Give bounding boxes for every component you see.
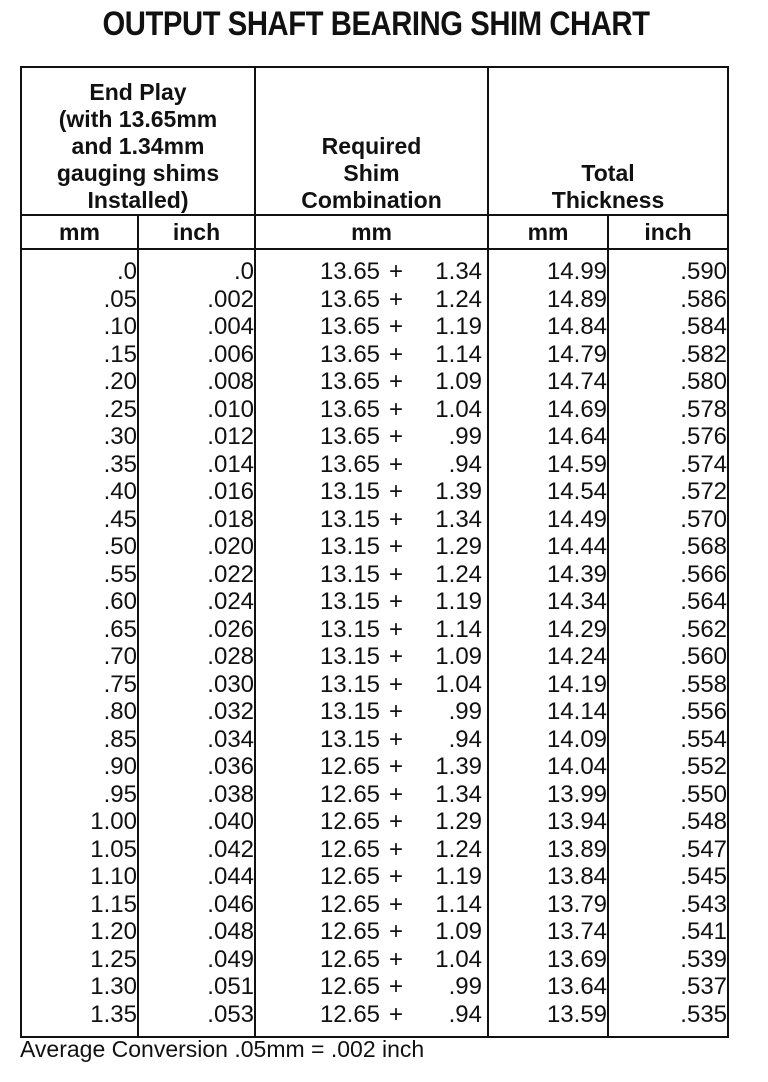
total-inch-cell: .578 (608, 396, 728, 424)
table-row (21, 423, 728, 451)
end-play-inch-cell: .042 (138, 836, 255, 864)
total-header-line: Total (581, 160, 635, 186)
table-row (21, 836, 728, 864)
total-inch-cell: .552 (608, 753, 728, 781)
shim-b-value: 1.24 (435, 560, 483, 588)
page-title: OUTPUT SHAFT BEARING SHIM CHART (102, 5, 650, 43)
total-inch-cell: .566 (608, 561, 728, 589)
shim-rows (21, 249, 728, 1037)
table-row (21, 973, 728, 1001)
total-inch-unit: inch (608, 215, 728, 249)
end-play-mm-cell: .35 (21, 451, 138, 479)
end-play-inch-cell: .048 (138, 918, 255, 946)
unit-header-row (21, 215, 728, 249)
shim-b-value: 1.09 (435, 643, 483, 671)
shim-a-value: 13.15 (319, 505, 381, 533)
end-play-header-line: gauging shims (56, 160, 220, 186)
shim-b-value: .94 (448, 450, 483, 478)
total-inch-cell: .558 (608, 671, 728, 699)
total-mm-cell: 14.44 (488, 533, 608, 561)
shim-a-value: 13.65 (319, 285, 381, 313)
shim-a-value: 12.65 (319, 835, 381, 863)
total-mm-cell: 13.74 (488, 918, 608, 946)
table-row (21, 616, 728, 644)
required-header-line: Required (321, 133, 422, 159)
shim-a-value: 13.65 (319, 450, 381, 478)
end-play-mm-cell: .75 (21, 671, 138, 699)
shim-b-value: 1.29 (435, 808, 483, 836)
shim-combination-cell (255, 698, 488, 726)
end-play-inch-cell: .038 (138, 781, 255, 809)
shim-a-value: 13.15 (319, 615, 381, 643)
shim-b-value: .94 (448, 1000, 483, 1028)
end-play-mm-cell: .90 (21, 753, 138, 781)
end-play-mm-cell: .30 (21, 423, 138, 451)
total-inch-cell: .568 (608, 533, 728, 561)
table-row (21, 1001, 728, 1038)
shim-a-value: 13.15 (319, 725, 381, 753)
shim-a-value: 13.65 (319, 340, 381, 368)
end-play-inch-cell: .044 (138, 863, 255, 891)
end-play-inch-cell: .008 (138, 368, 255, 396)
end-play-mm-cell: .05 (21, 286, 138, 314)
total-mm-cell: 13.69 (488, 946, 608, 974)
shim-a-value: 12.65 (319, 945, 381, 973)
end-play-mm-cell: .70 (21, 643, 138, 671)
shim-combination-cell (255, 396, 488, 424)
plus-sign: + (389, 643, 404, 671)
shim-b-value: 1.19 (435, 863, 483, 891)
total-thickness-header (488, 67, 728, 215)
total-inch-cell: .554 (608, 726, 728, 754)
end-play-mm-unit: mm (21, 215, 138, 249)
end-play-inch-cell: .049 (138, 946, 255, 974)
shim-a-value: 12.65 (319, 780, 381, 808)
table-row (21, 588, 728, 616)
table-row (21, 781, 728, 809)
plus-sign: + (389, 313, 404, 341)
end-play-mm-cell: 1.25 (21, 946, 138, 974)
plus-sign: + (389, 560, 404, 588)
shim-combination-cell (255, 249, 488, 286)
end-play-mm-cell: 1.15 (21, 891, 138, 919)
end-play-mm-cell: .55 (21, 561, 138, 589)
total-mm-cell: 14.49 (488, 506, 608, 534)
plus-sign: + (389, 340, 404, 368)
end-play-inch-cell: .026 (138, 616, 255, 644)
shim-combination-cell (255, 341, 488, 369)
end-play-inch-cell: .028 (138, 643, 255, 671)
end-play-mm-cell: 1.30 (21, 973, 138, 1001)
end-play-inch-cell: .040 (138, 808, 255, 836)
total-mm-cell: 14.59 (488, 451, 608, 479)
total-inch-cell: .535 (608, 1001, 728, 1038)
end-play-inch-cell: .0 (138, 249, 255, 286)
total-mm-cell: 14.14 (488, 698, 608, 726)
plus-sign: + (389, 368, 404, 396)
combination-mm-unit: mm (255, 215, 488, 249)
end-play-inch-cell: .022 (138, 561, 255, 589)
shim-b-value: 1.14 (435, 615, 483, 643)
shim-b-value: 1.04 (435, 945, 483, 973)
plus-sign: + (389, 478, 404, 506)
end-play-header (21, 67, 255, 215)
end-play-mm-cell: 1.00 (21, 808, 138, 836)
table-row (21, 698, 728, 726)
shim-combination-cell (255, 918, 488, 946)
end-play-mm-cell: .45 (21, 506, 138, 534)
total-inch-cell: .574 (608, 451, 728, 479)
shim-combination-cell (255, 781, 488, 809)
total-mm-cell: 14.39 (488, 561, 608, 589)
shim-b-value: .99 (448, 698, 483, 726)
end-play-inch-cell: .053 (138, 1001, 255, 1038)
shim-combination-cell (255, 946, 488, 974)
end-play-inch-cell: .032 (138, 698, 255, 726)
end-play-header-line: Installed) (87, 187, 189, 213)
plus-sign: + (389, 258, 404, 286)
total-inch-cell: .586 (608, 286, 728, 314)
plus-sign: + (389, 505, 404, 533)
end-play-mm-cell: .10 (21, 313, 138, 341)
shim-b-value: 1.14 (435, 340, 483, 368)
required-header-line: Shim (343, 160, 400, 186)
total-mm-cell: 13.89 (488, 836, 608, 864)
shim-a-value: 12.65 (319, 1000, 381, 1028)
total-mm-cell: 13.94 (488, 808, 608, 836)
total-inch-cell: .572 (608, 478, 728, 506)
total-inch-cell: .582 (608, 341, 728, 369)
shim-a-value: 12.65 (319, 753, 381, 781)
shim-a-value: 13.15 (319, 588, 381, 616)
end-play-mm-cell: 1.05 (21, 836, 138, 864)
end-play-mm-cell: .95 (21, 781, 138, 809)
total-mm-cell: 13.79 (488, 891, 608, 919)
total-inch-cell: .564 (608, 588, 728, 616)
shim-a-value: 13.15 (319, 643, 381, 671)
total-mm-cell: 14.24 (488, 643, 608, 671)
shim-combination-cell (255, 478, 488, 506)
plus-sign: + (389, 725, 404, 753)
shim-a-value: 12.65 (319, 808, 381, 836)
total-inch-cell: .541 (608, 918, 728, 946)
end-play-inch-cell: .014 (138, 451, 255, 479)
end-play-inch-cell: .010 (138, 396, 255, 424)
end-play-inch-cell: .004 (138, 313, 255, 341)
end-play-inch-cell: .024 (138, 588, 255, 616)
total-inch-cell: .547 (608, 836, 728, 864)
total-inch-cell: .539 (608, 946, 728, 974)
end-play-mm-cell: .50 (21, 533, 138, 561)
total-inch-cell: .562 (608, 616, 728, 644)
table-row (21, 918, 728, 946)
shim-b-value: .94 (448, 725, 483, 753)
table-row (21, 671, 728, 699)
plus-sign: + (389, 835, 404, 863)
end-play-inch-cell: .006 (138, 341, 255, 369)
shim-a-value: 13.65 (319, 313, 381, 341)
plus-sign: + (389, 918, 404, 946)
plus-sign: + (389, 890, 404, 918)
plus-sign: + (389, 588, 404, 616)
shim-combination-cell (255, 616, 488, 644)
shim-combination-cell (255, 286, 488, 314)
plus-sign: + (389, 1000, 404, 1028)
end-play-header-line: (with 13.65mm (58, 106, 218, 132)
table-row (21, 561, 728, 589)
shim-a-value: 13.15 (319, 670, 381, 698)
total-mm-cell: 14.09 (488, 726, 608, 754)
shim-b-value: 1.14 (435, 890, 483, 918)
total-mm-cell: 14.19 (488, 671, 608, 699)
shim-b-value: 1.34 (435, 780, 483, 808)
shim-a-value: 12.65 (319, 863, 381, 891)
end-play-header-line: End Play (89, 79, 187, 105)
shim-combination-cell (255, 561, 488, 589)
end-play-mm-cell: .0 (21, 249, 138, 286)
shim-a-value: 13.65 (319, 368, 381, 396)
end-play-mm-cell: 1.35 (21, 1001, 138, 1038)
table-row (21, 368, 728, 396)
shim-combination-cell (255, 1001, 488, 1038)
shim-a-value: 13.65 (319, 258, 381, 286)
end-play-mm-cell: .40 (21, 478, 138, 506)
total-inch-cell: .545 (608, 863, 728, 891)
plus-sign: + (389, 395, 404, 423)
shim-combination-cell (255, 671, 488, 699)
shim-combination-cell (255, 533, 488, 561)
shim-a-value: 13.65 (319, 395, 381, 423)
table-row (21, 341, 728, 369)
end-play-mm-cell: .15 (21, 341, 138, 369)
shim-combination-cell (255, 891, 488, 919)
shim-b-value: 1.39 (435, 478, 483, 506)
shim-combination-cell (255, 368, 488, 396)
total-mm-cell: 14.29 (488, 616, 608, 644)
shim-combination-cell (255, 863, 488, 891)
shim-combination-cell (255, 726, 488, 754)
shim-combination-cell (255, 451, 488, 479)
table-row (21, 946, 728, 974)
end-play-inch-cell: .020 (138, 533, 255, 561)
plus-sign: + (389, 423, 404, 451)
shim-b-value: .99 (448, 423, 483, 451)
total-mm-cell: 14.74 (488, 368, 608, 396)
total-inch-cell: .570 (608, 506, 728, 534)
total-mm-cell: 13.84 (488, 863, 608, 891)
shim-combination-cell (255, 836, 488, 864)
shim-b-value: 1.24 (435, 835, 483, 863)
total-header-line: Thickness (551, 187, 665, 213)
plus-sign: + (389, 863, 404, 891)
end-play-inch-cell: .012 (138, 423, 255, 451)
shim-a-value: 12.65 (319, 890, 381, 918)
total-mm-cell: 13.64 (488, 973, 608, 1001)
plus-sign: + (389, 670, 404, 698)
end-play-inch-cell: .002 (138, 286, 255, 314)
total-inch-cell: .584 (608, 313, 728, 341)
end-play-inch-cell: .046 (138, 891, 255, 919)
plus-sign: + (389, 973, 404, 1001)
shim-combination-cell (255, 808, 488, 836)
end-play-mm-cell: .60 (21, 588, 138, 616)
total-mm-cell: 14.79 (488, 341, 608, 369)
shim-combination-cell (255, 753, 488, 781)
table-row (21, 753, 728, 781)
shim-combination-cell (255, 643, 488, 671)
plus-sign: + (389, 808, 404, 836)
total-mm-unit: mm (488, 215, 608, 249)
total-mm-cell: 13.59 (488, 1001, 608, 1038)
shim-b-value: 1.34 (435, 258, 483, 286)
total-inch-cell: .556 (608, 698, 728, 726)
shim-b-value: 1.19 (435, 588, 483, 616)
shim-a-value: 13.15 (319, 698, 381, 726)
required-shim-header (255, 67, 488, 215)
end-play-header-line: and 1.34mm (71, 133, 205, 159)
conversion-note: Average Conversion .05mm = .002 inch (20, 1036, 425, 1062)
end-play-mm-cell: .80 (21, 698, 138, 726)
shim-a-value: 13.65 (319, 423, 381, 451)
shim-combination-cell (255, 313, 488, 341)
shim-b-value: 1.09 (435, 368, 483, 396)
shim-a-value: 13.15 (319, 533, 381, 561)
total-mm-cell: 14.64 (488, 423, 608, 451)
total-mm-cell: 14.34 (488, 588, 608, 616)
shim-b-value: 1.29 (435, 533, 483, 561)
total-inch-cell: .550 (608, 781, 728, 809)
shim-a-value: 13.15 (319, 478, 381, 506)
end-play-inch-cell: .034 (138, 726, 255, 754)
shim-chart-table (20, 66, 729, 1038)
end-play-inch-cell: .051 (138, 973, 255, 1001)
shim-b-value: 1.34 (435, 505, 483, 533)
total-mm-cell: 14.84 (488, 313, 608, 341)
required-header-line: Combination (301, 187, 442, 213)
end-play-mm-cell: 1.10 (21, 863, 138, 891)
shim-a-value: 13.15 (319, 560, 381, 588)
table-row (21, 506, 728, 534)
plus-sign: + (389, 533, 404, 561)
end-play-mm-cell: .20 (21, 368, 138, 396)
plus-sign: + (389, 698, 404, 726)
total-mm-cell: 14.04 (488, 753, 608, 781)
plus-sign: + (389, 615, 404, 643)
shim-combination-cell (255, 588, 488, 616)
table-row (21, 313, 728, 341)
table-row (21, 891, 728, 919)
shim-combination-cell (255, 506, 488, 534)
shim-b-value: 1.04 (435, 670, 483, 698)
group-header-row (21, 67, 728, 215)
end-play-inch-cell: .030 (138, 671, 255, 699)
table-row (21, 726, 728, 754)
table-row (21, 478, 728, 506)
total-mm-cell: 13.99 (488, 781, 608, 809)
table-row (21, 451, 728, 479)
total-inch-cell: .576 (608, 423, 728, 451)
total-mm-cell: 14.99 (488, 249, 608, 286)
shim-b-value: 1.19 (435, 313, 483, 341)
shim-b-value: 1.04 (435, 395, 483, 423)
end-play-inch-cell: .018 (138, 506, 255, 534)
plus-sign: + (389, 945, 404, 973)
total-inch-cell: .543 (608, 891, 728, 919)
shim-b-value: 1.39 (435, 753, 483, 781)
plus-sign: + (389, 450, 404, 478)
table-row (21, 286, 728, 314)
total-inch-cell: .548 (608, 808, 728, 836)
end-play-mm-cell: 1.20 (21, 918, 138, 946)
shim-b-value: 1.09 (435, 918, 483, 946)
shim-a-value: 12.65 (319, 918, 381, 946)
table-row (21, 643, 728, 671)
plus-sign: + (389, 753, 404, 781)
shim-a-value: 12.65 (319, 973, 381, 1001)
shim-combination-cell (255, 973, 488, 1001)
total-inch-cell: .590 (608, 249, 728, 286)
shim-b-value: 1.24 (435, 285, 483, 313)
table-row (21, 396, 728, 424)
shim-b-value: .99 (448, 973, 483, 1001)
table-row (21, 533, 728, 561)
table-row (21, 249, 728, 286)
plus-sign: + (389, 285, 404, 313)
end-play-inch-cell: .036 (138, 753, 255, 781)
table-row (21, 863, 728, 891)
end-play-mm-cell: .25 (21, 396, 138, 424)
total-inch-cell: .580 (608, 368, 728, 396)
total-inch-cell: .560 (608, 643, 728, 671)
end-play-inch-unit: inch (138, 215, 255, 249)
total-mm-cell: 14.69 (488, 396, 608, 424)
end-play-mm-cell: .65 (21, 616, 138, 644)
total-mm-cell: 14.54 (488, 478, 608, 506)
end-play-inch-cell: .016 (138, 478, 255, 506)
total-inch-cell: .537 (608, 973, 728, 1001)
end-play-mm-cell: .85 (21, 726, 138, 754)
total-mm-cell: 14.89 (488, 286, 608, 314)
table-row (21, 808, 728, 836)
shim-combination-cell (255, 423, 488, 451)
plus-sign: + (389, 780, 404, 808)
